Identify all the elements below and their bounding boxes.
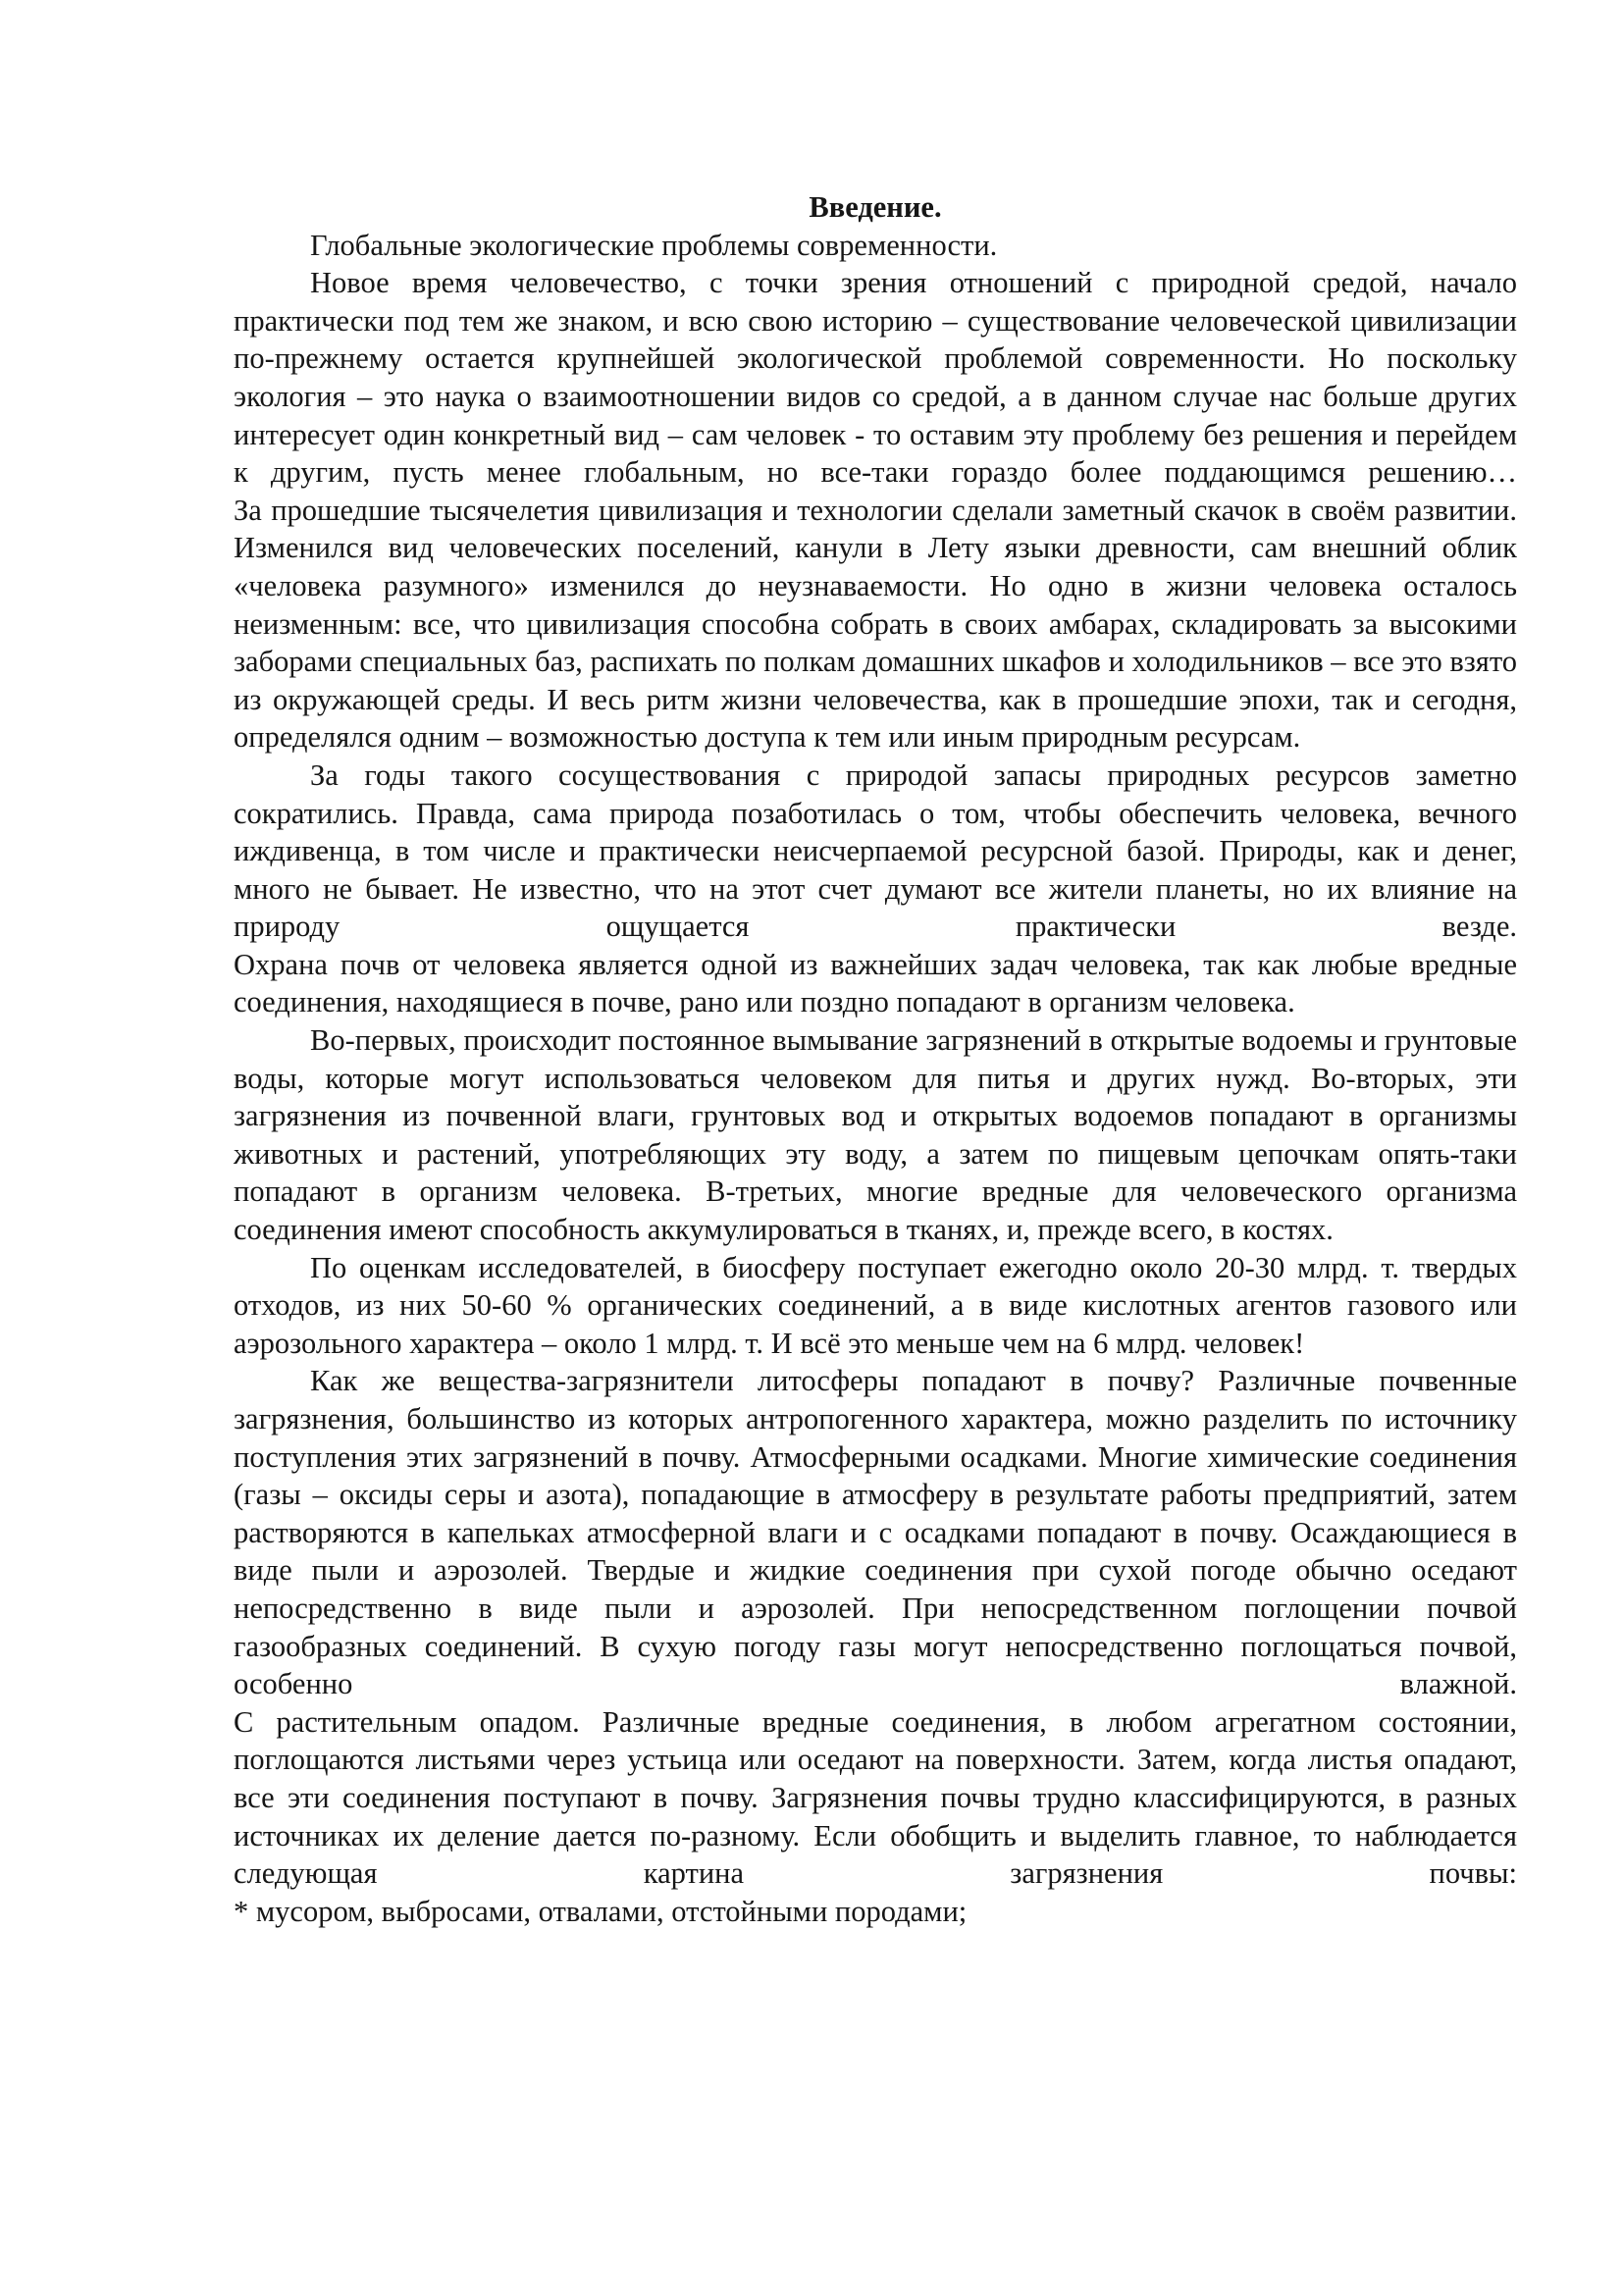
paragraph-1: Новое время человечество, с точки зрения отношений с природной средой, начало практически под тем же знаком, и всю свою историю – существование человеческой цивилизации по-прежнему остается крупнейшей экологической проблемой современности. Но поскольку экология – это наука о взаимоотношении видов со средой, а в данном случае нас больше других интересует один конкретный вид – сам человек - то оставим эту проблему без решения и перейдем к другим, пусть менее глобальным, но все-таки гораздо более поддающимся решению… [234, 266, 1517, 490]
paragraph-6: По оценкам исследователей, в биосферу поступает ежегодно около 20-30 млрд. т. твердых отходов, из них 50-60 % органических соединений, а в виде кислотных агентов газового или аэрозольного характера – около 1 млрд. т. И всё это меньше чем на 6 млрд. человек! [234, 1250, 1517, 1360]
document-title: Введение. [809, 190, 942, 224]
paragraph-5: Во-первых, происходит постоянное вымывание загрязнений в открытые водоемы и грунтовые воды, которые могут использоваться человеком для питья и других нужд. Во-вторых, эти загрязнения из почвенной влаги, грунтовых вод и открытых водоемов попадают в организмы животных и растений, употребляющих эту воду, а затем по пищевым цепочкам опять-таки попадают в организм человека. В-третьих, многие вредные для человеческого организма соединения имеют способность аккумулироваться в тканях, и, прежде всего, в костях. [234, 1023, 1517, 1247]
paragraph-2: За прошедшие тысячелетия цивилизация и технологии сделали заметный скачок в своём развитии. Изменился вид человеческих поселений, канули в Лету языки древности, сам внешний облик «человека разумного» изменился до неузнаваемости. Но одно в жизни человека осталось неизменным: все, что цивилизация способна собрать в своих амбарах, складировать за высокими заборами специальных баз, распихать по полкам домашних шкафов и холодильников – все это взято из окружающей среды. И весь ритм жизни человечества, как в прошедшие эпохи, так и сегодня, определялся одним – возможностью доступа к тем или иным природным ресурсам. [234, 493, 1517, 755]
paragraph-3: За годы такого сосуществования с природой запасы природных ресурсов заметно сократились. Правда, сама природа позаботилась о том, чтобы обеспечить человека, вечного иждивенца, в том числе и практически неисчерпаемой ресурсной базой. Природы, как и денег, много не бывает. Не известно, что на этот счет думают все жители планеты, но их влияние на природу ощущается практически везде. [234, 757, 1517, 944]
list-item-1: * мусором, выбросами, отвалами, отстойными породами; [234, 1894, 968, 1928]
paragraph-4: Охрана почв от человека является одной из важнейших задач человека, так как любые вредные соединения, находящиеся в почве, рано или поздно попадают в организм человека. [234, 947, 1517, 1019]
document-page [234, 188, 1517, 1930]
paragraph-subtitle: Глобальные экологические проблемы современности. [310, 228, 998, 262]
paragraph-7: Как же вещества-загрязнители литосферы попадают в почву? Различные почвенные загрязнения, большинство из которых антропогенного характера, можно разделить по источнику поступления этих загрязнений в почву. Атмосферными осадками. Многие химические соединения (газы – оксиды серы и азота), попадающие в атмосферу в результате работы предприятий, затем растворяются в капельках атмосферной влаги и с осадками попадают в почву. Осаждающиеся в виде пыли и аэрозолей. Твердые и жидкие соединения при сухой погоде обычно оседают непосредственно в виде пыли и аэрозолей. При непосредственном поглощении почвой газообразных соединений. В сухую погоду газы могут непосредственно поглощаться почвой, особенно влажной. [234, 1364, 1517, 1701]
paragraph-8: С растительным опадом. Различные вредные соединения, в любом агрегатном состоянии, поглощаются листьями через устьица или оседают на поверхности. Затем, когда листья опадают, все эти соединения поступают в почву. Загрязнения почвы трудно классифицируются, в разных источниках их деление дается по-разному. Если обобщить и выделить главное, то наблюдается следующая картина загрязнения почвы: [234, 1704, 1517, 1891]
